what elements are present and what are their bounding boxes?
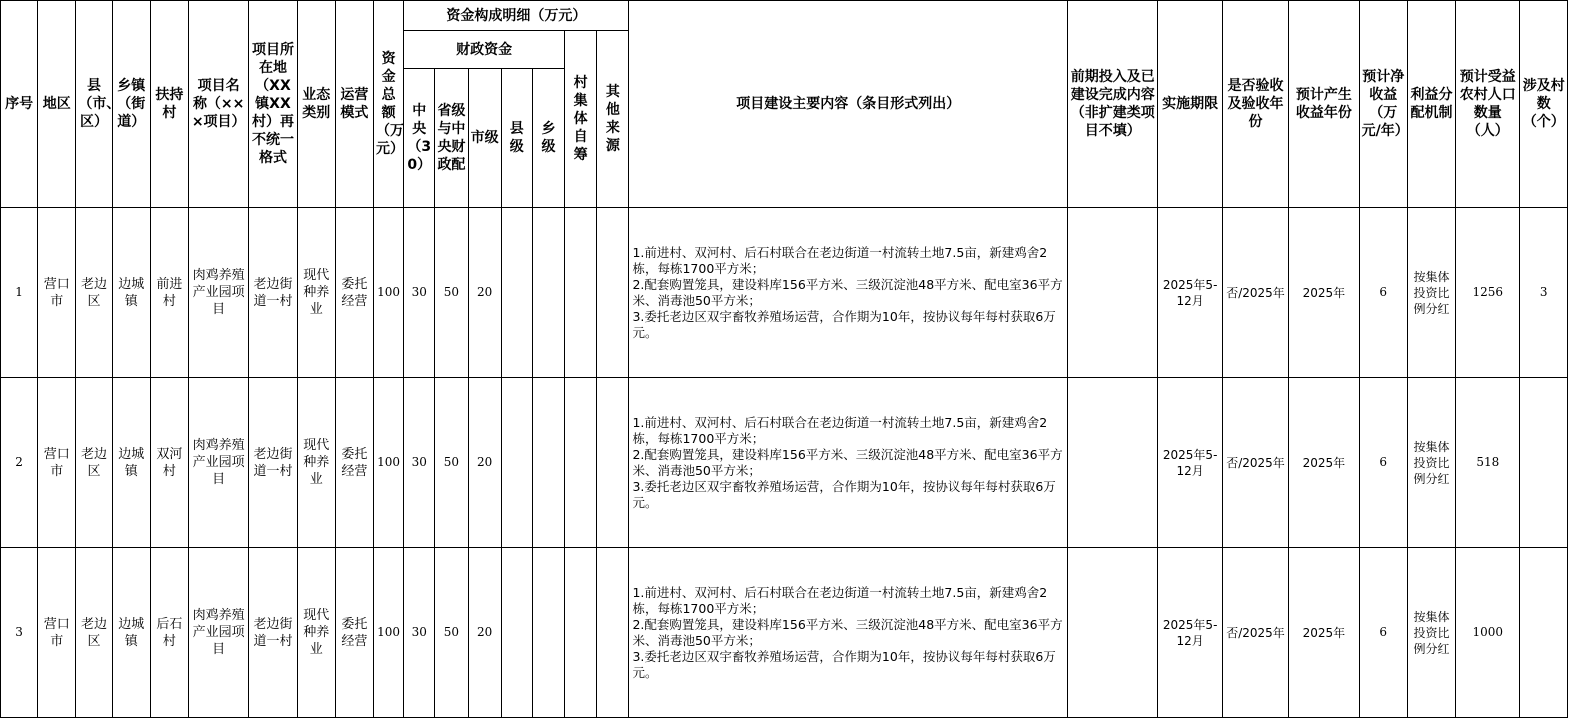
table-row (1, 378, 1568, 548)
cell-county-level (501, 548, 532, 718)
cell-provincial: 50 (435, 208, 468, 378)
cell-central: 30 (404, 378, 435, 548)
cell-net-income: 6 (1359, 548, 1407, 718)
header-location: 项目所在地（XX镇XX村）再不统一格式 (249, 1, 297, 208)
cell-content: 1.前进村、双河村、后石村联合在老边街道一村流转土地7.5亩，新建鸡舍2栋，每栋1700平方米； 2.配套购置笼具，建设料库156平方米、三级沉淀池48平方米、配电室36平方米、消毒池50平方米； 3.委托老边区双宇畜牧养殖场运营，合作期为10年，按协议每年每村获取6万元。 (629, 548, 1067, 718)
cell-village: 前进村 (150, 208, 188, 378)
cell-industry: 现代种养业 (297, 378, 335, 548)
header-region: 地区 (38, 1, 76, 208)
header-village: 扶持村 (150, 1, 188, 208)
cell-operation: 委托经营 (335, 548, 373, 718)
cell-distribution: 按集体投资比例分红 (1407, 208, 1455, 378)
cell-income-year: 2025年 (1289, 548, 1359, 718)
cell-central: 30 (404, 208, 435, 378)
header-seq: 序号 (1, 1, 38, 208)
header-central: 中央（30） (404, 69, 435, 208)
cell-county-level (501, 378, 532, 548)
header-distribution: 利益分配机制 (1407, 1, 1455, 208)
cell-total: 100 (374, 208, 404, 378)
cell-income-year: 2025年 (1289, 208, 1359, 378)
header-total-funds: 资金总额（万元） (374, 1, 404, 208)
cell-township (532, 378, 564, 548)
header-county-level: 县级 (501, 69, 532, 208)
header-net-income: 预计净收益（万元/年） (1359, 1, 1407, 208)
cell-village: 双河村 (150, 378, 188, 548)
cell-prior-invest (1067, 208, 1158, 378)
cell-project-name: 肉鸡养殖产业园项目 (189, 208, 249, 378)
cell-content: 1.前进村、双河村、后石村联合在老边街道一村流转土地7.5亩，新建鸡舍2栋，每栋1700平方米； 2.配套购置笼具，建设料库156平方米、三级沉淀池48平方米、配电室36平方米、消毒池50平方米； 3.委托老边区双宇畜牧养殖场运营，合作期为10年，按协议每年每村获取6万元。 (629, 208, 1067, 378)
cell-acceptance: 否/2025年 (1222, 378, 1288, 548)
header-industry: 业态类别 (297, 1, 335, 208)
cell-other (597, 378, 629, 548)
cell-acceptance: 否/2025年 (1222, 548, 1288, 718)
cell-village-raised (565, 548, 597, 718)
header-town: 乡镇（街道） (112, 1, 150, 208)
cell-beneficiaries: 1256 (1456, 208, 1520, 378)
cell-content: 1.前进村、双河村、后石村联合在老边街道一村流转土地7.5亩，新建鸡舍2栋，每栋1700平方米； 2.配套购置笼具，建设料库156平方米、三级沉淀池48平方米、配电室36平方米、消毒池50平方米； 3.委托老边区双宇畜牧养殖场运营，合作期为10年，按协议每年每村获取6万元。 (629, 378, 1067, 548)
header-period: 实施期限 (1158, 1, 1222, 208)
cell-prior-invest (1067, 548, 1158, 718)
cell-central: 30 (404, 548, 435, 718)
cell-town: 边城镇 (112, 548, 150, 718)
cell-township (532, 548, 564, 718)
cell-region: 营口市 (38, 378, 76, 548)
cell-industry: 现代种养业 (297, 208, 335, 378)
header-county: 县（市、区） (76, 1, 112, 208)
cell-project-name: 肉鸡养殖产业园项目 (189, 548, 249, 718)
cell-acceptance: 否/2025年 (1222, 208, 1288, 378)
cell-prior-invest (1067, 378, 1158, 548)
header-acceptance: 是否验收及验收年份 (1222, 1, 1288, 208)
cell-industry: 现代种养业 (297, 548, 335, 718)
header-fiscal: 财政资金 (404, 31, 565, 69)
cell-seq: 1 (1, 208, 38, 378)
cell-village-raised (565, 208, 597, 378)
cell-other (597, 548, 629, 718)
cell-project-name: 肉鸡养殖产业园项目 (189, 378, 249, 548)
cell-village-raised (565, 378, 597, 548)
cell-operation: 委托经营 (335, 378, 373, 548)
cell-operation: 委托经营 (335, 208, 373, 378)
header-project-name: 项目名称（×××项目） (189, 1, 249, 208)
header-villages-count: 涉及村数（个） (1520, 1, 1568, 208)
cell-county-level (501, 208, 532, 378)
header-beneficiaries: 预计受益农村人口数量（人） (1456, 1, 1520, 208)
header-income-year: 预计产生收益年份 (1289, 1, 1359, 208)
cell-town: 边城镇 (112, 208, 150, 378)
header-prior-invest: 前期投入及已建设完成内容（非扩建类项目不填） (1067, 1, 1158, 208)
cell-net-income: 6 (1359, 208, 1407, 378)
cell-city: 20 (468, 378, 501, 548)
cell-seq: 2 (1, 378, 38, 548)
header-provincial (435, 69, 468, 208)
cell-villages-count: 3 (1520, 208, 1568, 378)
table-row (1, 208, 1568, 378)
cell-town: 边城镇 (112, 378, 150, 548)
header-city: 市级 (468, 69, 501, 208)
cell-location: 老边街道一村 (249, 548, 297, 718)
cell-total: 100 (374, 378, 404, 548)
cell-location: 老边街道一村 (249, 378, 297, 548)
cell-beneficiaries: 1000 (1456, 548, 1520, 718)
cell-county: 老边区 (76, 548, 112, 718)
header-fund-detail: 资金构成明细（万元） (404, 1, 629, 31)
cell-region: 营口市 (38, 208, 76, 378)
header-operation: 运营模式 (335, 1, 373, 208)
cell-period: 2025年5-12月 (1158, 378, 1222, 548)
cell-county: 老边区 (76, 208, 112, 378)
header-village-raised: 村集体自筹 (565, 31, 597, 208)
cell-villages-count (1520, 548, 1568, 718)
cell-beneficiaries: 518 (1456, 378, 1520, 548)
cell-city: 20 (468, 208, 501, 378)
header-other: 其他来源 (597, 31, 629, 208)
cell-distribution: 按集体投资比例分红 (1407, 548, 1455, 718)
cell-location: 老边街道一村 (249, 208, 297, 378)
cell-period: 2025年5-12月 (1158, 208, 1222, 378)
cell-county: 老边区 (76, 378, 112, 548)
cell-city: 20 (468, 548, 501, 718)
header-content: 项目建设主要内容（条目形式列出） (629, 1, 1067, 208)
cell-seq: 3 (1, 548, 38, 718)
cell-period: 2025年5-12月 (1158, 548, 1222, 718)
cell-provincial: 50 (435, 378, 468, 548)
cell-distribution: 按集体投资比例分红 (1407, 378, 1455, 548)
cell-total: 100 (374, 548, 404, 718)
cell-income-year: 2025年 (1289, 378, 1359, 548)
cell-villages-count (1520, 378, 1568, 548)
header-provincial-text: 省级与中央财政配 (437, 103, 466, 173)
cell-net-income: 6 (1359, 378, 1407, 548)
cell-region: 营口市 (38, 548, 76, 718)
table-row (1, 548, 1568, 718)
header-township: 乡级 (532, 69, 564, 208)
cell-township (532, 208, 564, 378)
cell-village: 后石村 (150, 548, 188, 718)
cell-other (597, 208, 629, 378)
cell-provincial: 50 (435, 548, 468, 718)
